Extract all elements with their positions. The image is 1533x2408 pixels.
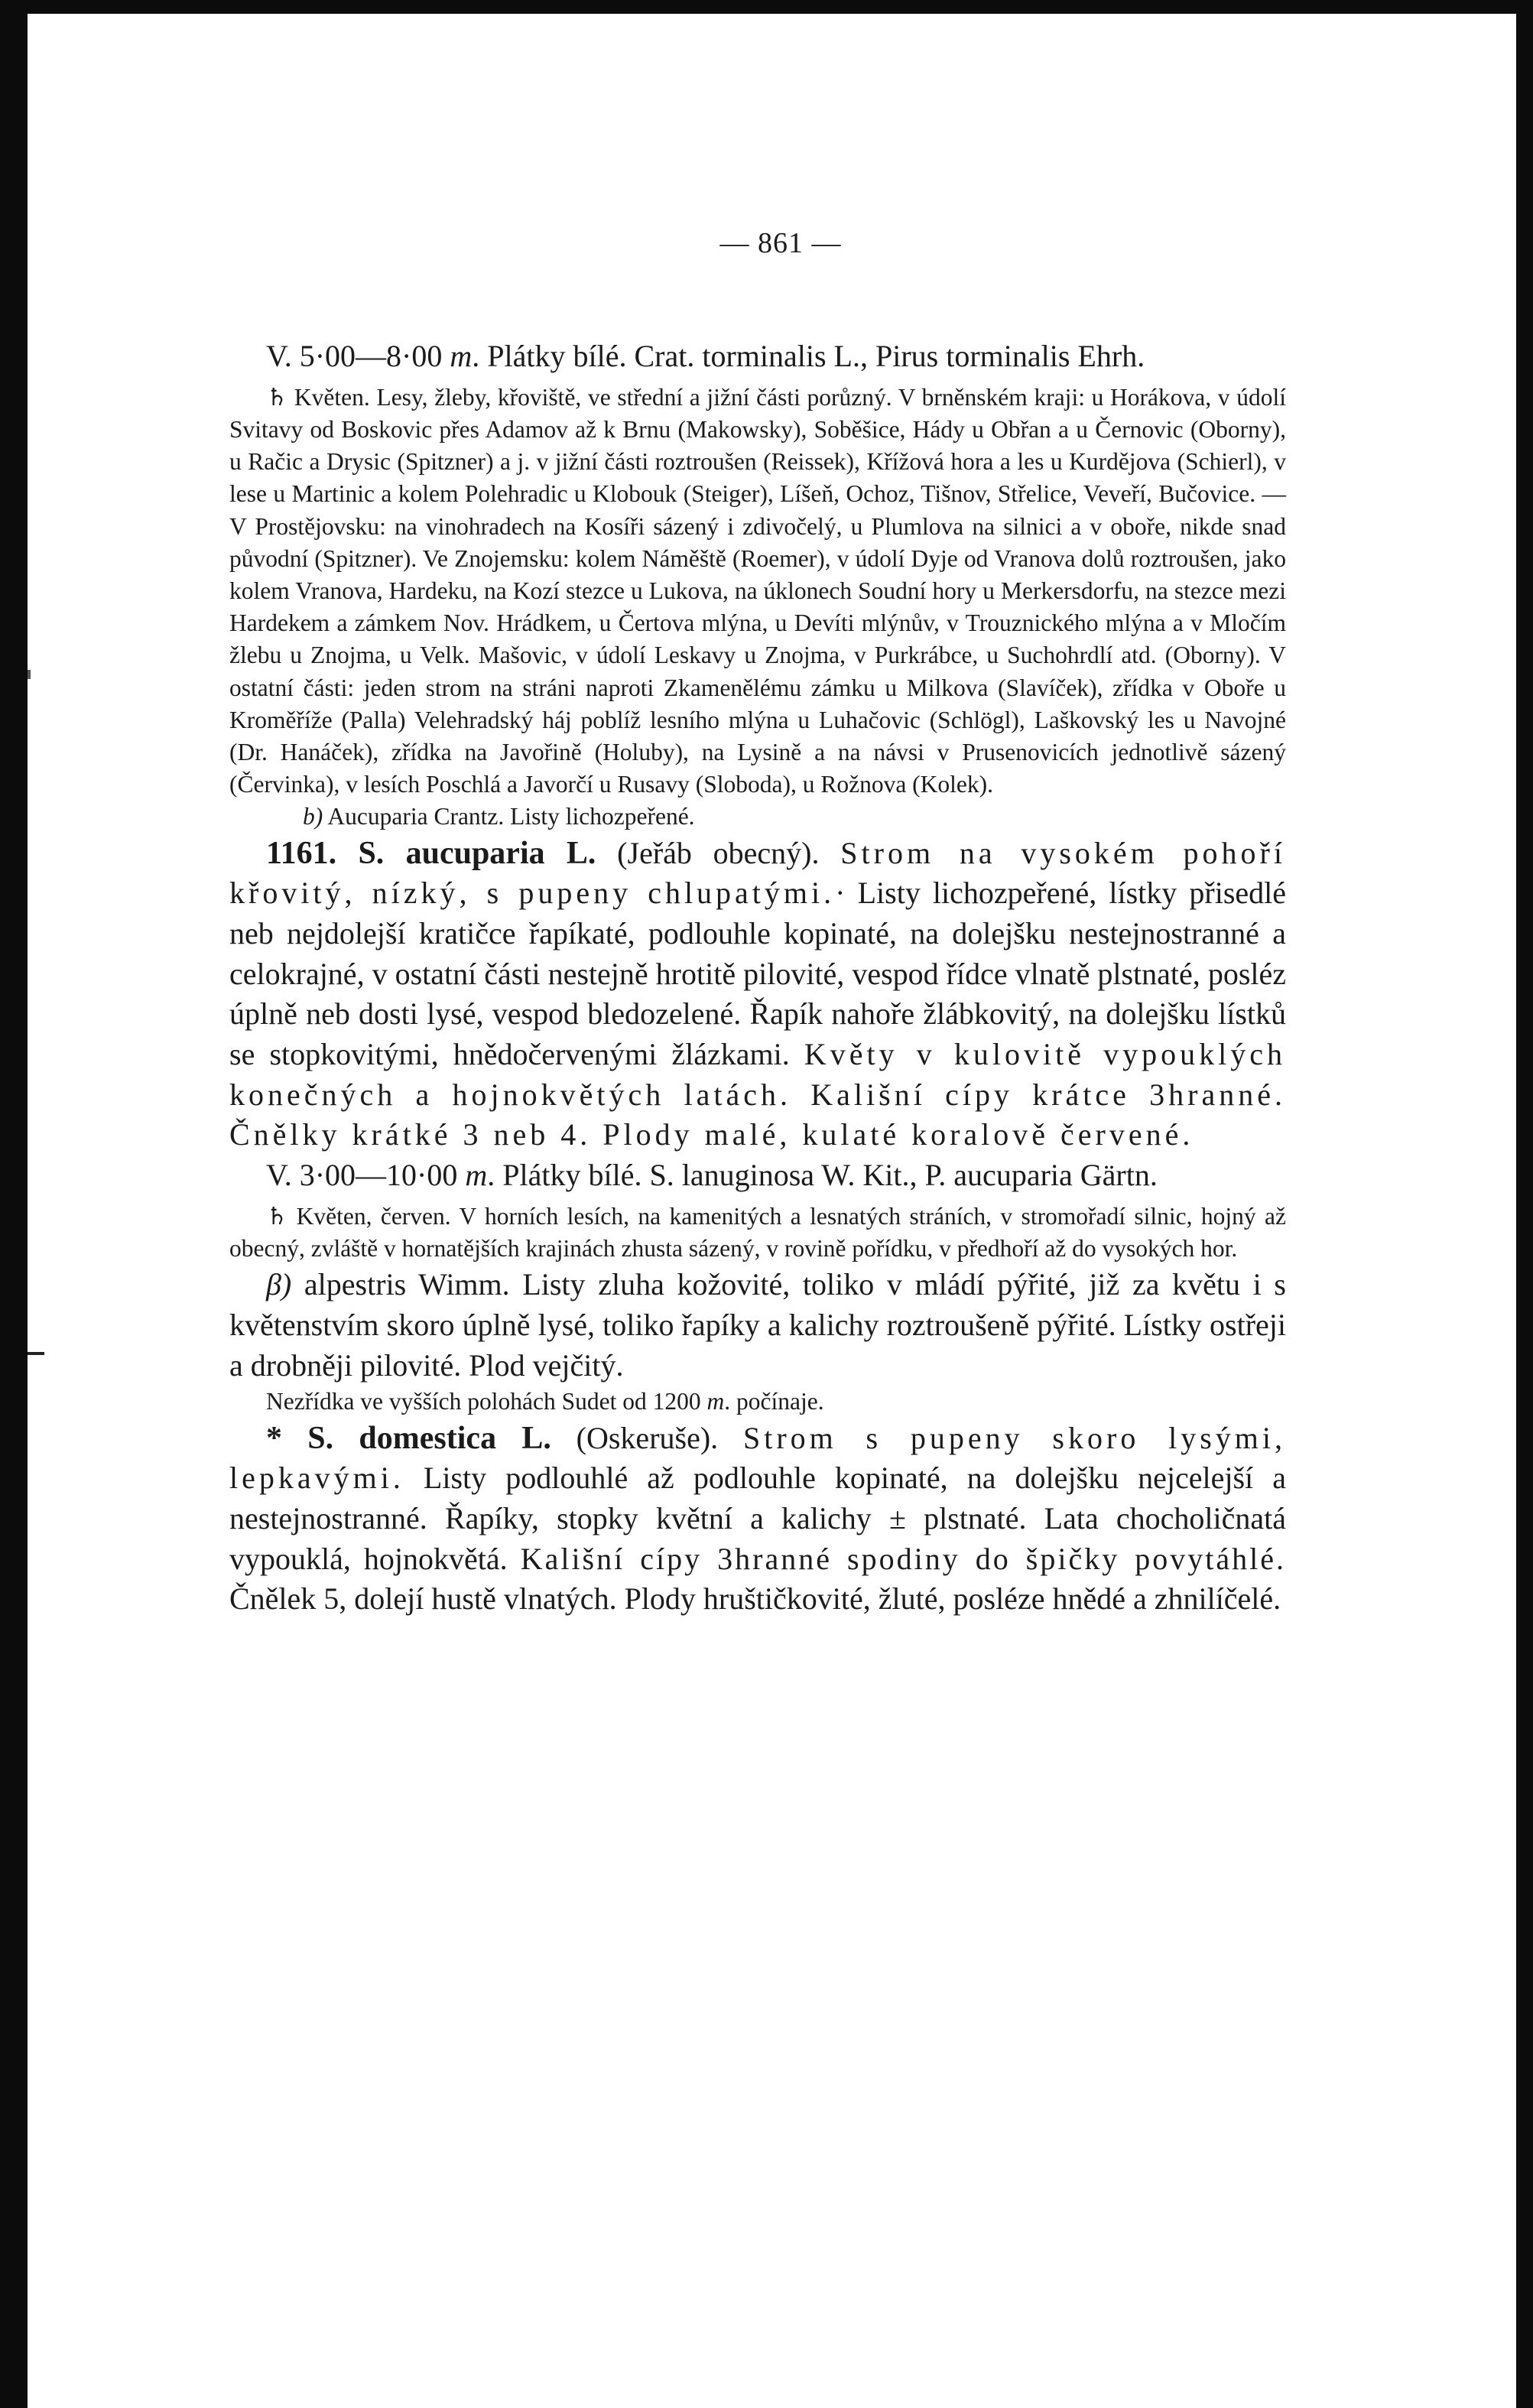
species-text-3: Čnělek 5, dolejí hustě vlnatých. Plody hruštičkovité, žluté, posléze hnědé a zhnilíčelé. <box>229 1581 1281 1617</box>
species-text-2: Listy podlouhlé až podlouhle kopinaté, na dolejšku nejcelejší a nestejnostranné. Řapíky, stopky květní a kalichy ± plstnaté. Lata chocholičnatá vypouklá, hojnokvětá. <box>229 1461 1286 1576</box>
distribution-paragraph <box>229 382 1286 801</box>
dimension-text-2: . Plátky bílé. S. lanuginosa W. Kit., P. aucuparia Gärtn. <box>487 1158 1158 1193</box>
variety-distribution-text: Nezřídka ve vyšších polohách Sudet od 1200 <box>266 1388 707 1415</box>
scan-border-right <box>1516 0 1533 2408</box>
species-spaced-text: Strom na vysokém pohoří křovitý, nízký, s pupeny chlupatými. <box>229 835 1286 911</box>
dimension-range: V. 5·00—8·00 <box>266 339 450 373</box>
unit-meters-2: m <box>465 1158 488 1193</box>
dimension-text: . Plátky bílé. Crat. torminalis L., Pirus torminalis Ehrh. <box>472 339 1145 373</box>
section-text: Aucuparia Crantz. Listy lichozpeřené. <box>323 803 695 830</box>
species-name: 1161. S. aucuparia L. <box>266 835 596 871</box>
section-heading <box>229 801 1286 833</box>
distribution-text: Květen. Lesy, žleby, křoviště, ve střední a jižní části porůzný. V brněnském kraji: u Horákova, v údolí Svitavy od Boskovic přes Adamov až k Brnu (Makowsky), Soběšice, Hády u Obřan a u Černovic (Oborny), u Račic a Drysic (Spitzner) a j. v jižní části roztroušen (Reissek), Křížová hora a les u Kurdějova (Schierl), v lese u Martinic a kolem Polehradic u Klobouk (Steiger), Líšeň, Ochoz, Tišnov, Střelice, Veveří, Bučovice. — V Prostějovsku: na vinohradech na Kosíři sázený i zdivočelý, u Plumlova na silnici a v oboře, nikde snad původní (Spitzner). Ve Znojemsku: kolem Náměště (Roemer), v údolí Dyje od Vranova dolů roztroušen, jako kolem Vranova, Hardeku, na Kozí stezce u Lukova, na úklonech Soudní hory u Merkersdorfu, na stezce mezi Hardekem a zámkem Nov. Hrádkem, u Čertova mlýna, u Devíti mlýnův, v Trouznického mlýna a v Mločím žlebu u Znojma, u Velk. Mašovic, v údolí Leskavy u Znojma, v Purkrábce, u Suchohrdlí atd. (Oborny). V ostatní části: jeden strom na stráni naproti Zkamenělému zámku u Milkova (Slavíček), zřídka v Oboře u Kroměříže (Palla) Velehradský háj poblíž lesního mlýna u Luhačovic (Schlögl), Laškovský les u Navojné (Dr. Hanáček), zřídka na Javořině (Holuby), na Lysině a na návsi v Prusenovicích jednotlivě sázený (Červinka), v lesích Poschlá a Javorčí u Rusavy (Sloboda), u Rožnova (Kolek). <box>229 383 1286 798</box>
variety-letter: β) <box>266 1267 292 1302</box>
variety-text: alpestris Wimm. Listy zluha kožovité, toliko v mládí pýřité, již za květu i s květenstvím skoro úplně lysé, toliko řapíky a kalichy roztroušeně pýřité. Lístky ostřeji a drobněji pilovité. Plod vejčitý. <box>229 1267 1286 1383</box>
scan-mark <box>28 1352 44 1355</box>
species-name-2: * S. domestica L. <box>266 1420 551 1456</box>
shrub-symbol-icon: ♄ <box>266 383 288 411</box>
unit-meters: m <box>450 339 473 373</box>
species-spaced-text-3: Strom s pupeny skoro lysými, lepkavými. <box>229 1420 1287 1496</box>
species-common-name-2: (Oskeruše). <box>551 1420 743 1455</box>
species-description <box>229 834 1286 1156</box>
page-number: — 861 — <box>719 227 842 259</box>
species-common-name: (Jeřáb obecný). <box>596 835 841 870</box>
variety-distribution <box>229 1386 1286 1418</box>
dimension-paragraph <box>229 336 1286 377</box>
scan-mark-small <box>28 670 31 679</box>
page-body <box>229 214 1286 1620</box>
species-text: · Listy lichozpeřené, lístky přisedlé neb nejdolejší kratičce řapíkaté, podlouhle kopinaté, na dolejšku nestejnostranné a celokrajné, v ostatní části nestejně hrotitě pilovité, vespod řídce vlnatě plstnaté, posléz úplně neb dosti lysé, vespod bledozelené. Řapík nahoře žlábkovitý, na dolejšku lístků se stopkovitými, hnědočervenými žlázkami. <box>229 876 1286 1072</box>
variety-distribution-end: . počínaje. <box>724 1388 824 1415</box>
scan-border-left <box>0 0 28 2408</box>
section-letter: b) <box>303 803 323 830</box>
dimension-range-2: V. 3·00—10·00 <box>266 1158 466 1193</box>
species-description-2 <box>229 1418 1286 1620</box>
unit-meters-3: m <box>706 1388 725 1415</box>
shrub-symbol-icon-2: ♄ <box>266 1202 288 1230</box>
dimension-paragraph-2 <box>229 1155 1286 1196</box>
distribution-paragraph-2 <box>229 1201 1286 1265</box>
species-spaced-text-2: Květy v kulovitě vypouklých konečných a hojnokvětých latách. Kališní cípy krátce 3hranné. Čnělky krátké 3 neb 4. Plody malé, kulaté koralově červené. <box>229 1037 1286 1152</box>
variety-paragraph <box>229 1265 1286 1386</box>
distribution-text-2: Květen, červen. V horních lesích, na kamenitých a lesnatých stráních, v stromořadí silnic, hojný až obecný, zvláště v hornatějších krajinách zhusta sázený, v rovině pořídku, v předhoří až do vysokých hor. <box>229 1202 1286 1262</box>
scan-border-top <box>0 0 1533 14</box>
species-spaced-text-4: Kališní cípy 3hranné spodiny do špičky povytáhlé. <box>520 1541 1286 1576</box>
